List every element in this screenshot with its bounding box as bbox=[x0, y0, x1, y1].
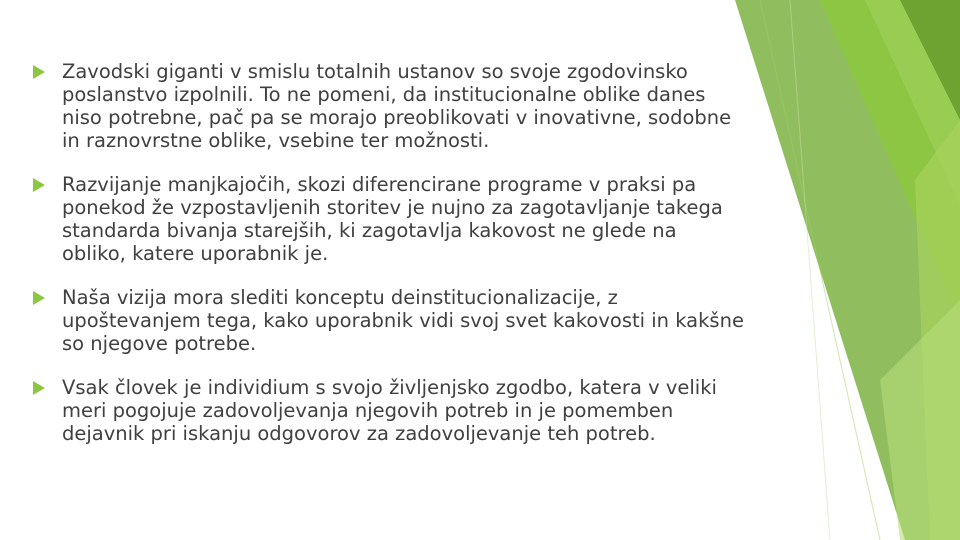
bullet-text: Zavodski giganti v smislu totalnih ustanov so svoje zgodovinsko poslanstvo izpolnili. To ne pomeni, da institucionalne oblike danes niso potrebne, pač pa se morajo preoblikovati v inovativne, sodobne in raznovrstne oblike, vsebine ter možnosti. bbox=[62, 60, 732, 152]
bullet-item bbox=[33, 173, 833, 265]
bullet-list bbox=[33, 60, 833, 466]
bullet-text: Vsak človek je individium s svojo življenjsko zgodbo, katera v veliki meri pogojuje zadovoljevanja njegovih potreb in je pomemben dejavnik pri iskanju odgovorov za zadovoljevanje teh potreb. bbox=[62, 376, 717, 445]
triangle-right-icon bbox=[33, 291, 45, 305]
bullet-text: Razvijanje manjkajočih, skozi diferencirane programe v praksi pa ponekod že vzpostavljenih storitev je nujno za zagotavljanje takega standarda bivanja starejših, ki zagotavlja kakovost ne glede na obliko, katere uporabnik je. bbox=[62, 173, 723, 265]
bullet-item bbox=[33, 286, 833, 355]
triangle-right-icon bbox=[33, 178, 45, 192]
bullet-item bbox=[33, 376, 833, 445]
bullet-text: Naša vizija mora slediti konceptu deinstitucionalizacije, z upoštevanjem tega, kako uporabnik vidi svoj svet kakovosti in kakšne so njegove potrebe. bbox=[62, 286, 744, 355]
bullet-item bbox=[33, 60, 833, 152]
triangle-right-icon bbox=[33, 65, 45, 79]
triangle-right-icon bbox=[33, 381, 45, 395]
